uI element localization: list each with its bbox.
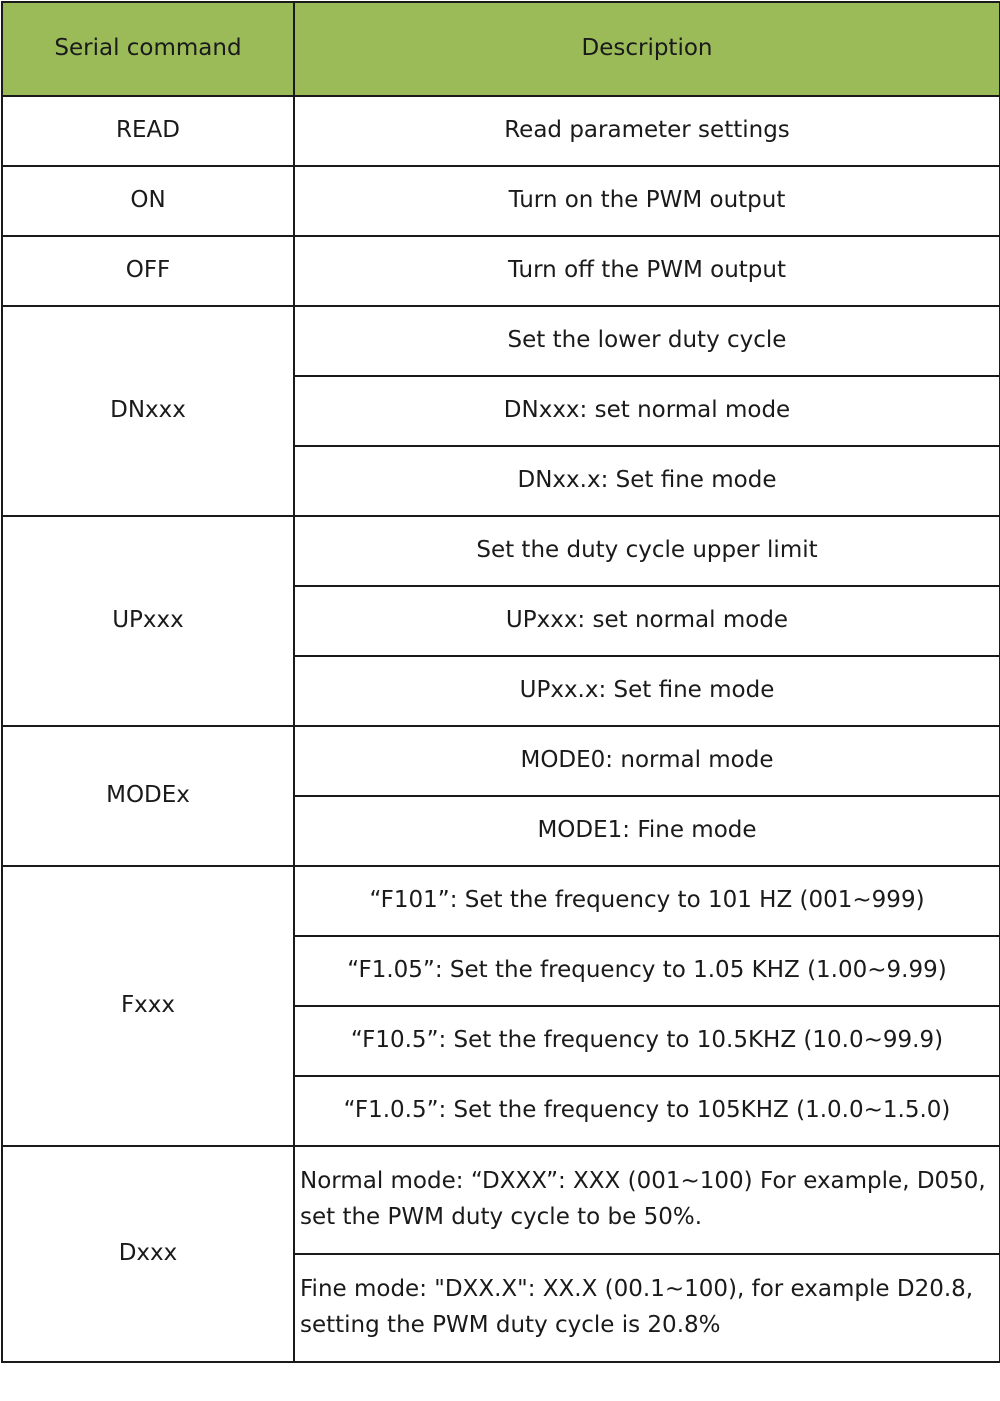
table-row xyxy=(2,306,1000,376)
description-cell: Turn off the PWM output xyxy=(294,236,1000,306)
command-cell: Dxxx xyxy=(2,1146,294,1362)
command-cell: OFF xyxy=(2,236,294,306)
command-cell: DNxxx xyxy=(2,306,294,516)
command-cell: Fxxx xyxy=(2,866,294,1146)
header-description: Description xyxy=(294,2,1000,96)
table-row xyxy=(2,236,1000,306)
description-cell: “F1.05”: Set the frequency to 1.05 KHZ (1.00~9.99) xyxy=(294,936,1000,1006)
description-cell: MODE0: normal mode xyxy=(294,726,1000,796)
table-row xyxy=(2,96,1000,166)
description-cell: Fine mode: "DXX.X": XX.X (00.1~100), for example D20.8, setting the PWM duty cycle is 20.8% xyxy=(294,1254,1000,1362)
description-cell: UPxxx: set normal mode xyxy=(294,586,1000,656)
table-row xyxy=(2,726,1000,796)
description-cell: Set the lower duty cycle xyxy=(294,306,1000,376)
command-cell: MODEx xyxy=(2,726,294,866)
description-cell: UPxx.x: Set fine mode xyxy=(294,656,1000,726)
description-cell: Normal mode: “DXXX”: XXX (001~100) For example, D050, set the PWM duty cycle to be 50%. xyxy=(294,1146,1000,1254)
table-row xyxy=(2,166,1000,236)
description-cell: “F10.5”: Set the frequency to 10.5KHZ (10.0~99.9) xyxy=(294,1006,1000,1076)
description-cell: MODE1: Fine mode xyxy=(294,796,1000,866)
table-row xyxy=(2,1146,1000,1254)
description-cell: “F1.0.5”: Set the frequency to 105KHZ (1.0.0~1.5.0) xyxy=(294,1076,1000,1146)
table-row xyxy=(2,516,1000,586)
command-cell: READ xyxy=(2,96,294,166)
header-serial-command: Serial command xyxy=(2,2,294,96)
description-cell: Read parameter settings xyxy=(294,96,1000,166)
command-cell: UPxxx xyxy=(2,516,294,726)
description-cell: Set the duty cycle upper limit xyxy=(294,516,1000,586)
table-header-row xyxy=(2,2,1000,96)
description-cell: DNxx.x: Set fine mode xyxy=(294,446,1000,516)
command-cell: ON xyxy=(2,166,294,236)
serial-command-table xyxy=(1,1,1000,1363)
description-cell: “F101”: Set the frequency to 101 HZ (001~999) xyxy=(294,866,1000,936)
description-cell: Turn on the PWM output xyxy=(294,166,1000,236)
table-row xyxy=(2,866,1000,936)
description-cell: DNxxx: set normal mode xyxy=(294,376,1000,446)
